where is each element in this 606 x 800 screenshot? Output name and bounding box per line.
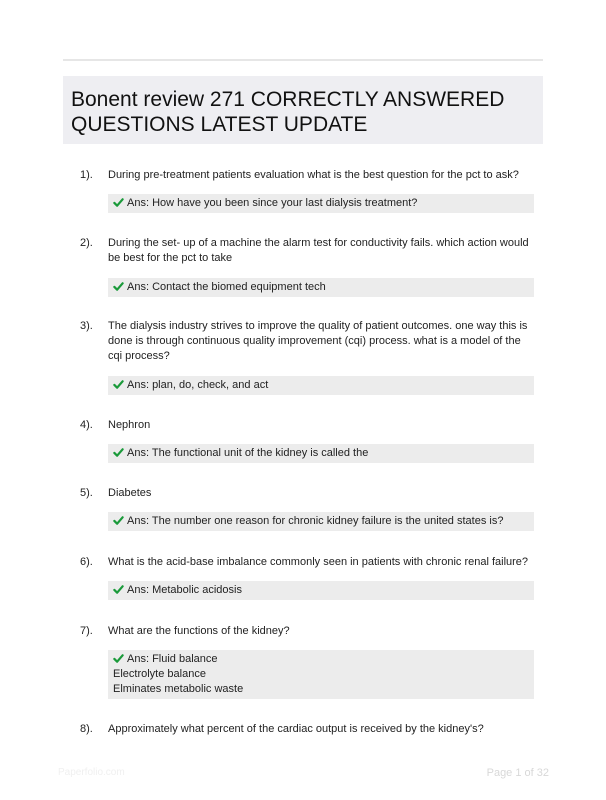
answer-text: Electrolyte balance: [113, 668, 206, 680]
checkmark-icon: [113, 197, 124, 208]
checkmark-icon: [113, 447, 124, 458]
question-number: 4).: [80, 419, 93, 431]
answer-box: [108, 194, 534, 213]
checkmark-icon: [113, 515, 124, 526]
question-text: The dialysis industry strives to improve the quality of patient outcomes. one way this is done is through continuous quality improvement (cqi) process. what is a model of the cqi process?: [108, 320, 528, 362]
question-text: Nephron: [108, 419, 151, 431]
question-number: 3).: [80, 320, 93, 332]
answer-text: Ans: The number one reason for chronic kidney failure is the united states is?: [127, 515, 504, 527]
answer-text: Elminates metabolic waste: [113, 683, 244, 695]
checkmark-icon: [113, 379, 124, 390]
question-text: What is the acid-base imbalance commonly seen in patients with chronic renal failure?: [108, 556, 529, 568]
page-indicator: Page 1 of 32: [486, 767, 549, 779]
document-title: Bonent review 271 CORRECTLY ANSWERED QUESTIONS LATEST UPDATE: [71, 88, 505, 136]
question-number: 8).: [80, 723, 93, 735]
answer-text: Ans: Metabolic acidosis: [127, 584, 242, 596]
question-number: 6).: [80, 556, 93, 568]
question-number: 2).: [80, 237, 93, 249]
top-divider: [63, 59, 543, 61]
question-text: During the set- up of a machine the alarm test for conductivity fails. which action would be best for the pct to take: [108, 237, 529, 264]
answer-text: Ans: How have you been since your last dialysis treatment?: [127, 197, 418, 209]
answer-box: [108, 650, 534, 699]
checkmark-icon: [113, 281, 124, 292]
answer-text: Ans: Contact the biomed equipment tech: [127, 281, 326, 293]
checkmark-icon: [113, 653, 124, 664]
question-number: 1).: [80, 169, 93, 181]
checkmark-icon: [113, 584, 124, 595]
question-text: Diabetes: [108, 487, 152, 499]
answer-box: [108, 581, 534, 600]
answer-text: Ans: The functional unit of the kidney is called the: [127, 447, 369, 459]
answer-box: [108, 278, 534, 297]
answer-box: [108, 376, 534, 395]
question-text: During pre-treatment patients evaluation what is the best question for the pct to ask?: [108, 169, 519, 181]
answer-box: [108, 444, 534, 463]
question-text: What are the functions of the kidney?: [108, 625, 290, 637]
answer-text: Ans: plan, do, check, and act: [127, 379, 269, 391]
question-text: Approximately what percent of the cardiac output is received by the kidney's?: [108, 723, 484, 735]
question-number: 5).: [80, 487, 93, 499]
question-number: 7).: [80, 625, 93, 637]
footer-watermark: Paperfolio.com: [58, 767, 125, 778]
title-banner: [63, 76, 543, 144]
answer-text: Ans: Fluid balance: [127, 653, 218, 665]
answer-box: [108, 512, 534, 531]
